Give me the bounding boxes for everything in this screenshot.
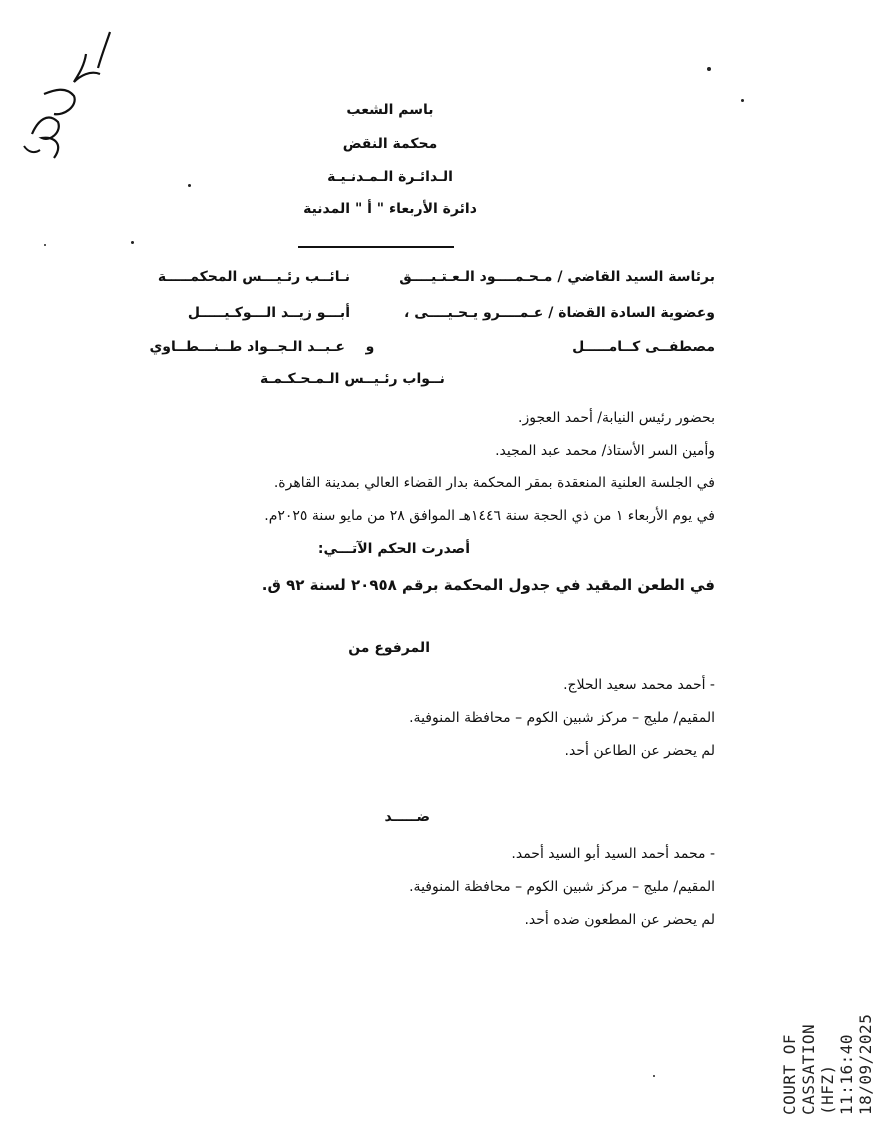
- appeal-number-line: في الطعن المقيد في جدول المحكمة برقم ٢٠٩٥٨ لسنة ٩٢ ق.: [261, 576, 715, 594]
- scan-speck: [741, 99, 744, 102]
- presiding-judge-line: برئاسة السيد القاضي / مـحـمــــود الـعـتـيــــق: [399, 269, 715, 285]
- respondent-heading: ضـــــد: [384, 809, 430, 825]
- member-abdelgawad: عـبــد الـجــواد طــنـــطــاوي: [149, 339, 345, 355]
- scan-speck: [707, 67, 711, 71]
- members-line: وعضوية السادة القضاة / عـمــــرو يـحـيــــى ،: [404, 305, 715, 321]
- header-divider: [298, 246, 454, 248]
- presiding-title: نـائــب رئـيـــس المحكمـــــة: [157, 269, 350, 285]
- court-timestamp-stamp: COURT OF CASSATION (HFZ) 11:16:40 18/09/2025: [780, 1013, 875, 1115]
- members-title: نــواب رئـيــس الـمـحـكـمـة: [260, 371, 445, 387]
- respondent-address: المقيم/ مليج – مركز شبين الكوم – محافظة المنوفية.: [409, 879, 715, 895]
- scan-speck: [653, 1075, 655, 1077]
- member-abu-zeid: أبـــو زيــد الـــوكـيـــــل: [187, 305, 350, 321]
- respondent-name: - محمد أحمد السيد أبو السيد أحمد.: [511, 846, 715, 862]
- handwritten-signature: [14, 24, 124, 174]
- verdict-intro: أصدرت الحكم الآتـــي:: [317, 541, 470, 557]
- appellant-name: - أحمد محمد سعيد الحلاج.: [563, 677, 715, 693]
- scan-speck: [188, 184, 191, 187]
- conjunction-and: و: [365, 339, 375, 355]
- respondent-attendance: لم يحضر عن المطعون ضده أحد.: [524, 912, 715, 928]
- header-wednesday-circuit: دائرة الأربعاء " أ " المدنية: [303, 201, 477, 217]
- appellant-attendance: لم يحضر عن الطاعن أحد.: [564, 743, 715, 759]
- session-date-line: في يوم الأربعاء ١ من ذي الحجة سنة ١٤٤٦هـ الموافق ٢٨ من مايو سنة ٢٠٢٥م.: [264, 508, 715, 524]
- scan-speck: [44, 244, 46, 246]
- member-mostafa: مصطفــى كــامـــــل: [572, 339, 715, 355]
- prosecution-line: بحضور رئيس النيابة/ أحمد العجوز.: [518, 410, 715, 426]
- venue-line: في الجلسة العلنية المنعقدة بمقر المحكمة بدار القضاء العالي بمدينة القاهرة.: [273, 475, 715, 491]
- secretary-line: وأمين السر الأستاذ/ محمد عبد المجيد.: [495, 443, 715, 459]
- scan-speck: [131, 241, 134, 244]
- header-line-people: باسم الشعب: [346, 102, 434, 118]
- appellant-heading: المرفوع من: [348, 640, 430, 656]
- header-civil-circuit: الـدائـرة الـمـدنـيـة: [327, 169, 453, 185]
- header-court-name: محكمة النقض: [342, 136, 438, 152]
- appellant-address: المقيم/ مليج – مركز شبين الكوم – محافظة المنوفية.: [409, 710, 715, 726]
